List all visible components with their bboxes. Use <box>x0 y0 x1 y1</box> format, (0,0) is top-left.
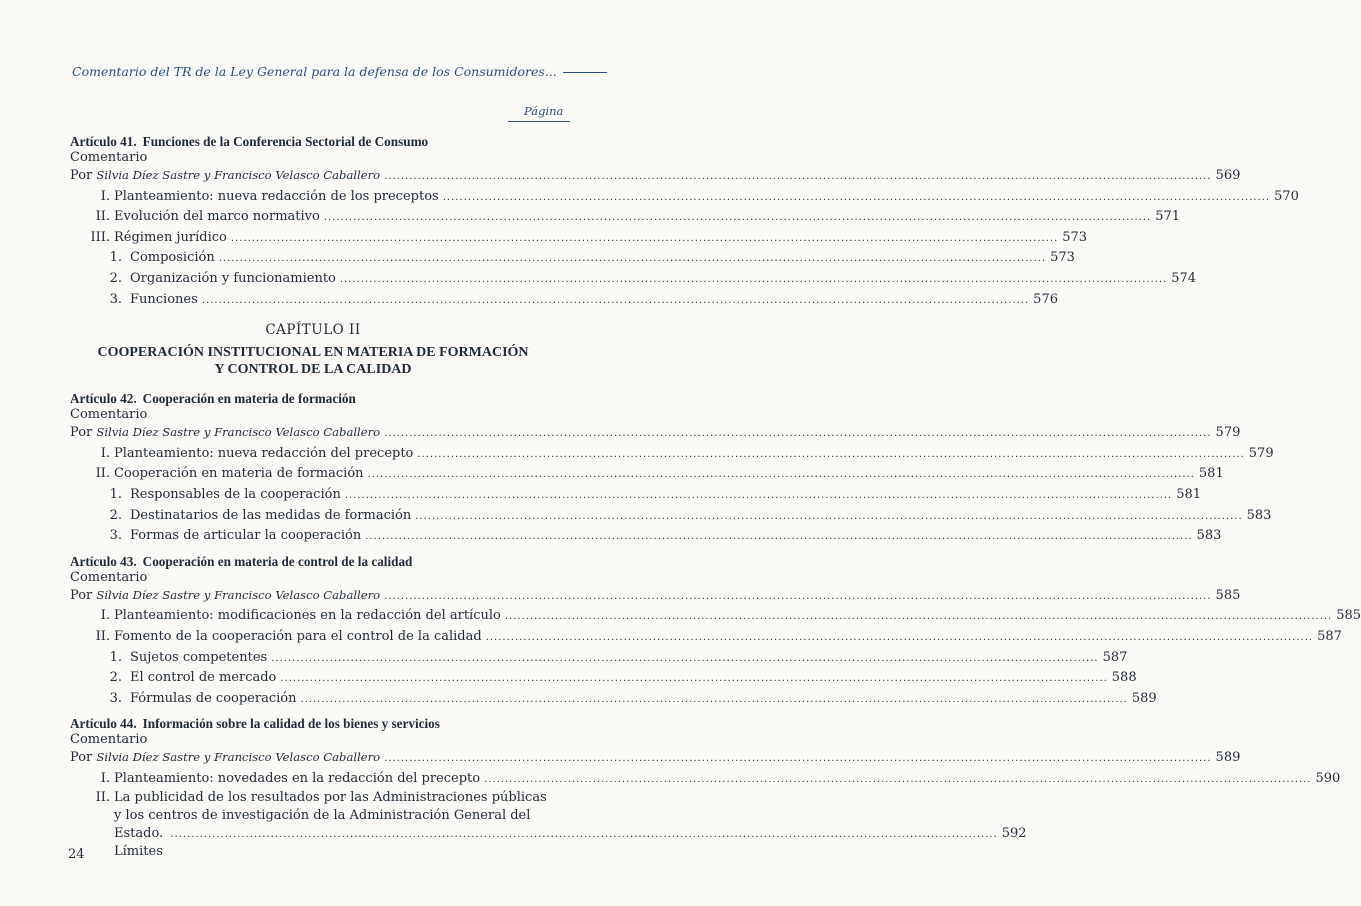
entry-number: 2. <box>109 507 122 523</box>
authors: Silvia Díez Sastre y Francisco Velasco Caballero <box>96 425 381 440</box>
toc-entry <box>70 606 1361 627</box>
page-ref: 592 <box>1001 826 1027 842</box>
dot-leader: ...................................................................................................................................................................................................... <box>339 273 1168 285</box>
dot-leader: ...................................................................................................................................................................................................... <box>504 611 1333 623</box>
toc-subentry <box>70 648 1128 669</box>
toc-entry <box>70 207 1181 228</box>
page-ref: 573 <box>1062 229 1088 245</box>
dot-leader: ...................................................................................................................................................................................................... <box>280 673 1108 685</box>
entry-line: Estado. Límites <box>114 826 164 860</box>
page-ref: 581 <box>1198 466 1224 482</box>
por-label: Por <box>70 425 93 441</box>
entry-text <box>108 485 341 505</box>
toc-entry <box>70 187 1299 208</box>
entry-number: II. <box>95 790 110 806</box>
entry-text <box>108 248 215 268</box>
dot-leader: ...................................................................................................................................................................................................... <box>485 631 1314 643</box>
dot-leader: ...................................................................................................................................................................................................... <box>365 531 1193 543</box>
comentario-label: Comentario <box>70 407 148 423</box>
entry-number: I. <box>100 770 110 786</box>
entry-text <box>88 207 320 227</box>
authors: Silvia Díez Sastre y Francisco Velasco Caballero <box>96 750 381 765</box>
authors-row <box>70 423 1241 444</box>
article-title: Cooperación en materia de formación <box>142 391 356 407</box>
dot-leader: ...................................................................................................................................................................................................... <box>384 753 1212 765</box>
pagina-label: Página <box>524 104 564 118</box>
toc-entry <box>70 627 1342 648</box>
dot-leader: ...................................................................................................................................................................................................... <box>415 510 1243 522</box>
authors-row <box>70 586 1241 607</box>
entry-body <box>114 789 1027 861</box>
entry-line: y los centros de investigación de la Administración General del <box>114 808 531 824</box>
page-ref: 571 <box>1155 209 1181 225</box>
dot-leader: ...................................................................................................................................................................................................... <box>230 232 1059 244</box>
entry-title: Planteamiento: nueva redacción del precepto <box>114 445 414 461</box>
entry-title: Planteamiento: nueva redacción de los preceptos <box>114 188 439 204</box>
page-ref: 585 <box>1215 587 1241 603</box>
toc-entry <box>70 464 1224 485</box>
entry-title: Formas de articular la cooperación <box>130 528 362 544</box>
page-ref: 589 <box>1131 690 1157 706</box>
page-ref: 590 <box>1315 770 1341 786</box>
page-ref: 587 <box>1102 649 1128 665</box>
toc-entry <box>70 769 1341 790</box>
article-number: Artículo 41. <box>70 134 137 149</box>
page-ref: 574 <box>1171 270 1197 286</box>
toc-subentry <box>70 506 1272 527</box>
entry-number: 3. <box>109 528 122 544</box>
article-number: Artículo 43. <box>70 553 137 569</box>
entry-number: I. <box>100 608 110 624</box>
entry-text <box>108 526 361 546</box>
page-ref: 585 <box>1336 608 1361 624</box>
chapter-title-line: Y CONTROL DE LA CALIDAD <box>214 362 412 378</box>
page-ref: 587 <box>1317 628 1342 644</box>
entry-text <box>88 627 482 647</box>
dot-leader: ...................................................................................................................................................................................................... <box>442 191 1271 203</box>
page-number: 24 <box>68 847 85 862</box>
entry-title: Planteamiento: novedades en la redacción del precepto <box>114 770 481 786</box>
entry-title: Fórmulas de cooperación <box>130 690 297 706</box>
dot-leader: ...................................................................................................................................................................................................... <box>417 448 1245 460</box>
entry-number: II. <box>95 628 110 644</box>
entry-title: Responsables de la cooperación <box>130 486 341 502</box>
entry-text <box>88 464 364 484</box>
entry-text <box>108 506 411 526</box>
dot-leader: ...................................................................................................................................................................................................... <box>384 590 1212 602</box>
toc-subentry <box>70 248 1075 269</box>
entry-number: 1. <box>109 486 122 502</box>
article-heading <box>70 133 515 150</box>
chapter-label: CAPÍTULO II <box>265 322 361 339</box>
entry-text <box>108 269 336 289</box>
page-ref: 573 <box>1050 250 1075 266</box>
comentario-label: Comentario <box>70 569 148 585</box>
authors: Silvia Díez Sastre y Francisco Velasco Caballero <box>96 587 381 602</box>
entry-text <box>108 668 276 688</box>
page-ref: 579 <box>1248 445 1274 461</box>
entry-number: 2. <box>109 670 122 686</box>
authors-row <box>70 748 1241 769</box>
dot-leader: ...................................................................................................................................................................................................... <box>344 489 1173 501</box>
chapter-block <box>70 320 556 378</box>
authors-row <box>70 166 1241 187</box>
entry-number: II. <box>95 209 110 225</box>
entry-text <box>88 606 501 626</box>
por-label: Por <box>70 750 93 766</box>
article-heading <box>70 715 515 732</box>
entry-number: 3. <box>109 291 122 307</box>
entry-title: Sujetos competentes <box>130 649 268 665</box>
page-ref: 576 <box>1033 291 1058 307</box>
page-ref: 570 <box>1274 188 1299 204</box>
entry-text <box>70 423 380 443</box>
entry-text <box>70 748 380 768</box>
article-title: Información sobre la calidad de los bienes y servicios <box>142 716 440 732</box>
page-ref: 583 <box>1246 507 1272 523</box>
comentario-label: Comentario <box>70 150 148 165</box>
entry-text <box>88 228 227 248</box>
chapter-title <box>70 344 556 378</box>
entry-title: Cooperación en materia de formación <box>114 466 364 482</box>
toc-subentry <box>70 668 1137 689</box>
dot-leader: ...................................................................................................................................................................................................... <box>484 773 1312 785</box>
entry-number: 1. <box>109 649 122 665</box>
toc-entry <box>70 228 1088 249</box>
entry-number: I. <box>100 445 110 461</box>
toc-subentry <box>70 290 1058 311</box>
article-heading <box>70 553 515 570</box>
page-ref: 581 <box>1176 486 1202 502</box>
entry-line: La publicidad de los resultados por las Administraciones públicas <box>114 790 547 806</box>
entry-title: Destinatarios de las medidas de formación <box>130 507 412 523</box>
article-title: Funciones de la Conferencia Sectorial de Consumo <box>142 134 429 149</box>
article-number: Artículo 44. <box>70 716 137 732</box>
entry-text <box>108 290 198 310</box>
toc-subentry <box>70 269 1197 290</box>
page-ref: 588 <box>1111 670 1137 686</box>
page-ref: 589 <box>1215 750 1241 766</box>
dot-leader: ...................................................................................................................................................................................................... <box>384 428 1212 440</box>
toc-subentry <box>70 485 1202 506</box>
por-label: Por <box>70 168 93 183</box>
entry-text <box>70 166 380 186</box>
article-title: Cooperación en materia de control de la calidad <box>142 553 413 569</box>
running-head-text: Comentario del TR de la Ley General para la defensa de los Consumidores... <box>72 64 557 79</box>
authors: Silvia Díez Sastre y Francisco Velasco Caballero <box>96 168 381 182</box>
entry-number: I. <box>100 188 110 204</box>
entry-text <box>88 444 413 464</box>
entry-title: Composición <box>130 250 215 266</box>
comentario-label: Comentario <box>70 732 148 748</box>
entry-number: II. <box>95 466 110 482</box>
page-ref: 569 <box>1215 168 1241 183</box>
running-head <box>72 64 572 79</box>
entry-text <box>108 648 267 668</box>
entry-title: Organización y funcionamiento <box>130 270 336 286</box>
entry-title: Fomento de la cooperación para el control de la calidad <box>114 628 482 644</box>
entry-title: Régimen jurídico <box>114 229 227 245</box>
chapter-title-line: COOPERACIÓN INSTITUCIONAL EN MATERIA DE FORMACIÓN <box>97 345 529 361</box>
entry-title: Funciones <box>130 291 198 307</box>
entry-number: 1. <box>109 250 122 266</box>
entry-title: El control de mercado <box>130 670 277 686</box>
toc-entry-multiline <box>70 789 1027 861</box>
por-label: Por <box>70 587 93 603</box>
entry-title: Evolución del marco normativo <box>114 209 320 225</box>
toc-subentry <box>70 689 1157 710</box>
entry-line-last <box>114 825 1027 861</box>
article-heading <box>70 390 515 407</box>
entry-number: 2. <box>109 270 122 286</box>
dot-leader: ...................................................................................................................................................................................................... <box>300 693 1128 705</box>
dot-leader: ...................................................................................................................................................................................................... <box>201 294 1030 306</box>
page-ref: 579 <box>1215 425 1241 441</box>
entry-text <box>70 586 380 606</box>
dot-leader: ...................................................................................................................................................................................................... <box>271 652 1099 664</box>
entry-text <box>88 769 480 789</box>
toc-subentry <box>70 526 1222 547</box>
entry-number: III. <box>90 229 110 245</box>
entry-text <box>88 187 439 207</box>
dot-leader: ...................................................................................................................................................................................................... <box>367 469 1195 481</box>
dot-leader: ...................................................................................................................................................................................................... <box>218 253 1047 265</box>
dot-leader: ...................................................................................................................................................................................................... <box>384 171 1212 182</box>
entry-text <box>108 689 296 709</box>
entry-title: Planteamiento: modificaciones en la redacción del artículo <box>114 608 501 624</box>
dot-leader: ...................................................................................................................................................................................................... <box>323 212 1152 224</box>
article-number: Artículo 42. <box>70 391 137 407</box>
entry-number: 3. <box>109 690 122 706</box>
dot-leader: ...................................................................................................................................................................................................... <box>170 829 998 841</box>
running-head-rule <box>563 72 607 73</box>
pagina-rule <box>508 121 570 122</box>
page-ref: 583 <box>1196 528 1222 544</box>
toc-entry <box>70 444 1274 465</box>
toc-content <box>70 133 1361 861</box>
